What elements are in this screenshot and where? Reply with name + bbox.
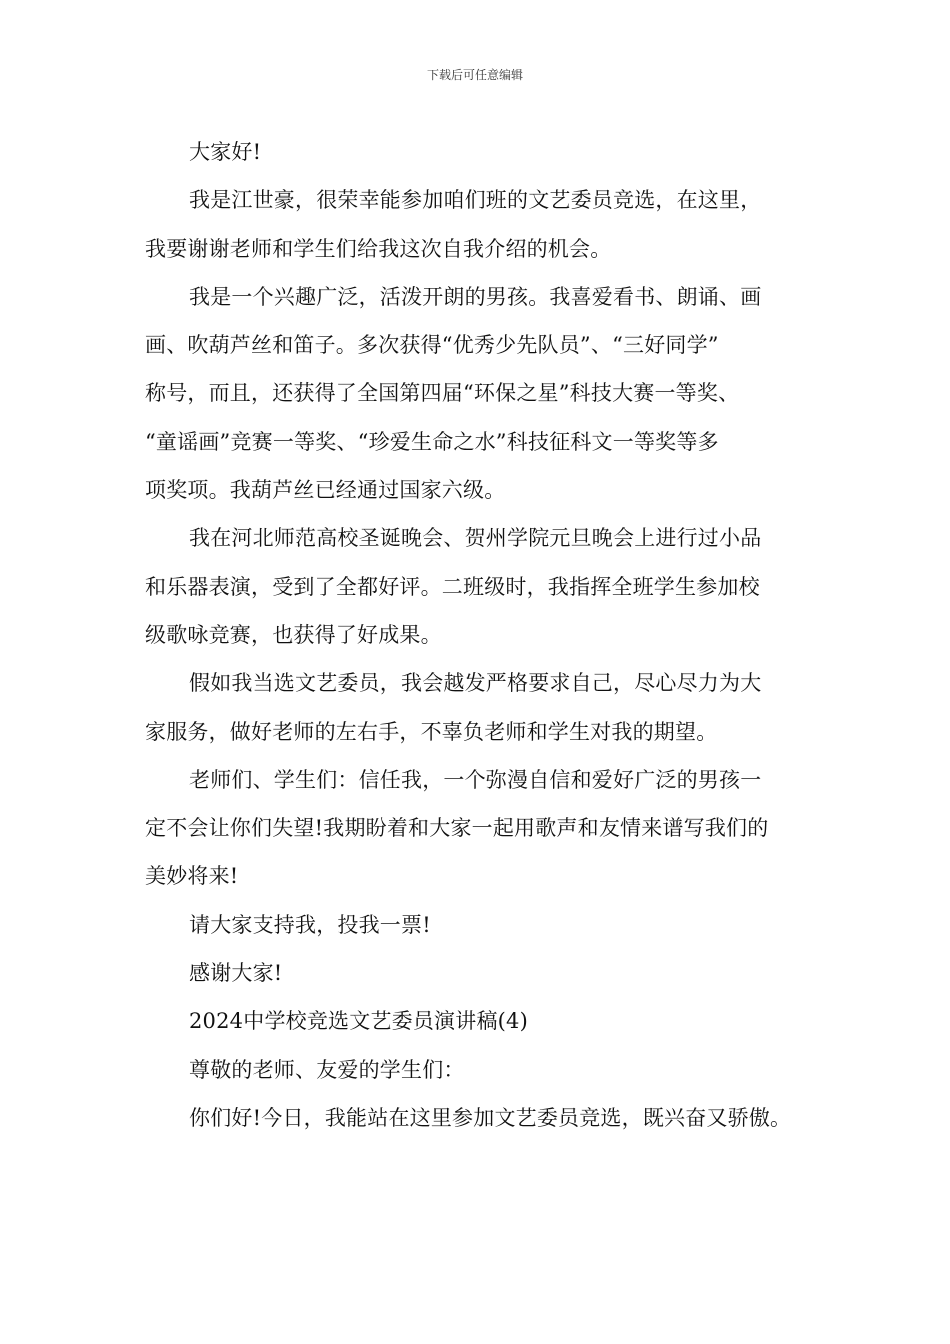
text-line: 大家好! (189, 140, 262, 164)
page-header: 下载后可任意编辑 (426, 68, 523, 82)
text-line: 定不会让你们失望!我期盼着和大家一起用歌声和友情来谱写我们的 (145, 816, 769, 841)
text-line: 我是江世豪，很荣幸能参加咱们班的文艺委员竞选，在这里， (189, 188, 762, 213)
text-line: 美妙将来! (145, 864, 239, 889)
text-line: 你们好!今日，我能站在这里参加文艺委员竞选，既兴奋又骄傲。 (189, 1105, 792, 1130)
text-line: 我是一个兴趣广泛，活泼开朗的男孩。我喜爱看书、朗诵、画 (189, 284, 762, 309)
text-line: 请大家支持我，投我一票! (189, 912, 431, 937)
text-line: 画、吹葫芦丝和笛子。多次获得“优秀少先队员”、“三好同学” (145, 333, 719, 358)
text-line: 和乐器表演，受到了全都好评。二班级时，我指挥全班学生参加校 (145, 574, 760, 599)
section-heading: 2024中学校竞选文艺委员演讲稿(4) (189, 1009, 528, 1034)
text-line: 我在河北师范高校圣诞晚会、贺州学院元旦晚会上进行过小品 (189, 526, 762, 551)
text-line: “童谣画”竞赛一等奖、“珍爱生命之水”科技征科文一等奖等多 (145, 429, 719, 454)
text-line: 老师们、学生们：信任我，一个弥漫自信和爱好广泛的男孩一 (189, 767, 762, 792)
text-line: 我要谢谢老师和学生们给我这次自我介绍的机会。 (145, 236, 612, 261)
text-line: 尊敬的老师、友爱的学生们： (189, 1057, 465, 1082)
text-line: 称号，而且，还获得了全国第四届“环保之星”科技大赛一等奖、 (145, 381, 740, 406)
document-body (145, 132, 825, 1146)
text-line: 项奖项。我葫芦丝已经通过国家六级。 (145, 478, 506, 503)
text-line: 感谢大家! (189, 961, 283, 986)
text-line: 级歌咏竞赛，也获得了好成果。 (145, 622, 442, 647)
text-line: 假如我当选文艺委员，我会越发严格要求自己，尽心尽力为大 (189, 671, 762, 696)
text-line: 家服务，做好老师的左右手，不辜负老师和学生对我的期望。 (145, 719, 718, 744)
